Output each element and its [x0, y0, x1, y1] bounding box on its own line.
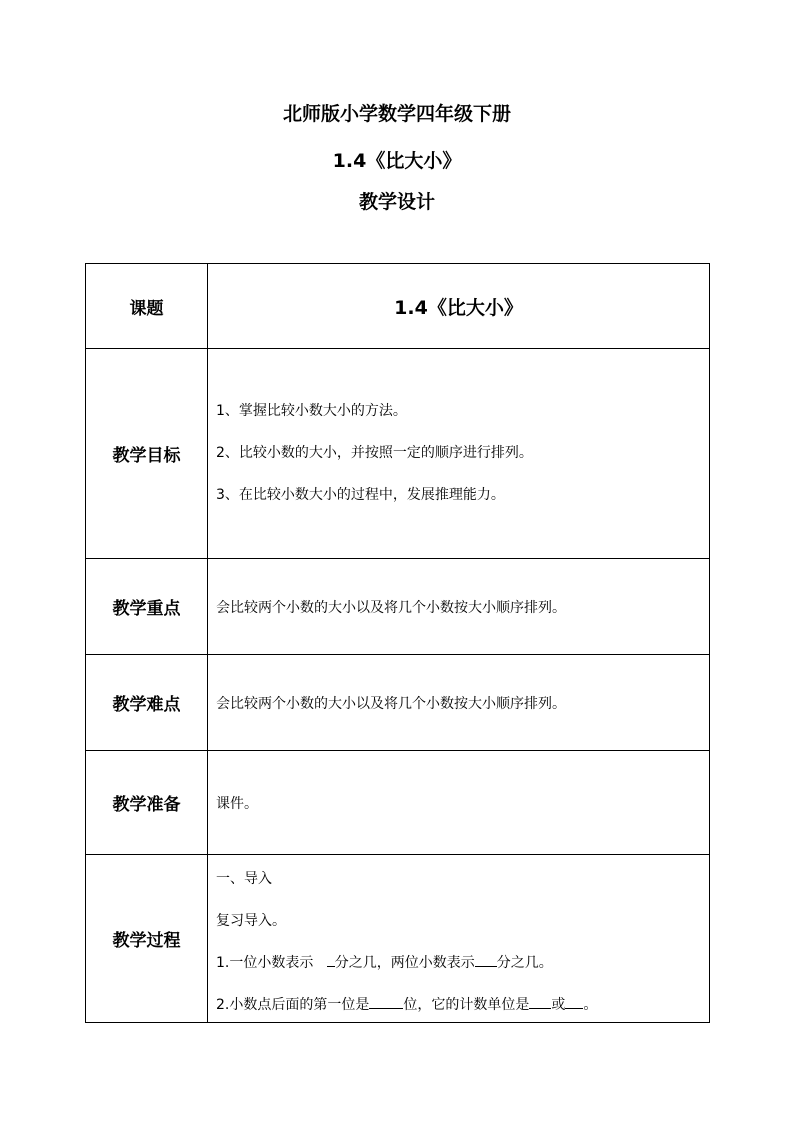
- fill-blank: [529, 995, 551, 1009]
- goals-label: 教学目标: [86, 349, 208, 559]
- difficulties-value: 会比较两个小数的大小以及将几个小数按大小顺序排列。: [208, 655, 710, 751]
- difficulties-label: 教学难点: [86, 655, 208, 751]
- preparation-label: 教学准备: [86, 751, 208, 855]
- lesson-plan-table: [85, 263, 710, 1023]
- preparation-value: 课件。: [208, 751, 710, 855]
- title-textbook: 北师版小学数学四年级下册: [282, 103, 511, 125]
- row-process: [86, 855, 710, 1023]
- key-points-label: 教学重点: [86, 559, 208, 655]
- process-label: 教学过程: [86, 855, 208, 1023]
- row-goals: [86, 349, 710, 559]
- topic-value: 1.4《比大小》: [208, 264, 710, 349]
- goal-item: 3、在比较小数大小的过程中，发展推理能力。: [216, 487, 505, 503]
- fill-blank: [369, 995, 403, 1009]
- topic-label: 课题: [86, 264, 208, 349]
- goal-item: 2、比较小数的大小，并按照一定的顺序进行排列。: [216, 445, 533, 461]
- process-question-1: 1.一位小数表示 分之几，两位小数表示 分之几。: [216, 955, 553, 971]
- row-difficulties: [86, 655, 710, 751]
- title-doc-type: 教学设计: [358, 191, 435, 213]
- row-preparation: [86, 751, 710, 855]
- title-lesson: 1.4《比大小》: [332, 150, 462, 172]
- fill-blank: [327, 953, 335, 967]
- goals-value: [208, 349, 710, 559]
- goal-item: 1、掌握比较小数大小的方法。: [216, 403, 407, 419]
- process-value: [208, 855, 710, 1023]
- process-question-2: 2.小数点后面的第一位是 位，它的计数单位是 或 。: [216, 997, 598, 1013]
- key-points-value: 会比较两个小数的大小以及将几个小数按大小顺序排列。: [208, 559, 710, 655]
- fill-blank: [475, 953, 497, 967]
- fill-blank: [565, 995, 583, 1009]
- row-topic: [86, 264, 710, 349]
- process-intro: 复习导入。: [216, 913, 286, 929]
- process-section-heading: 一、导入: [216, 871, 272, 887]
- row-key-points: [86, 559, 710, 655]
